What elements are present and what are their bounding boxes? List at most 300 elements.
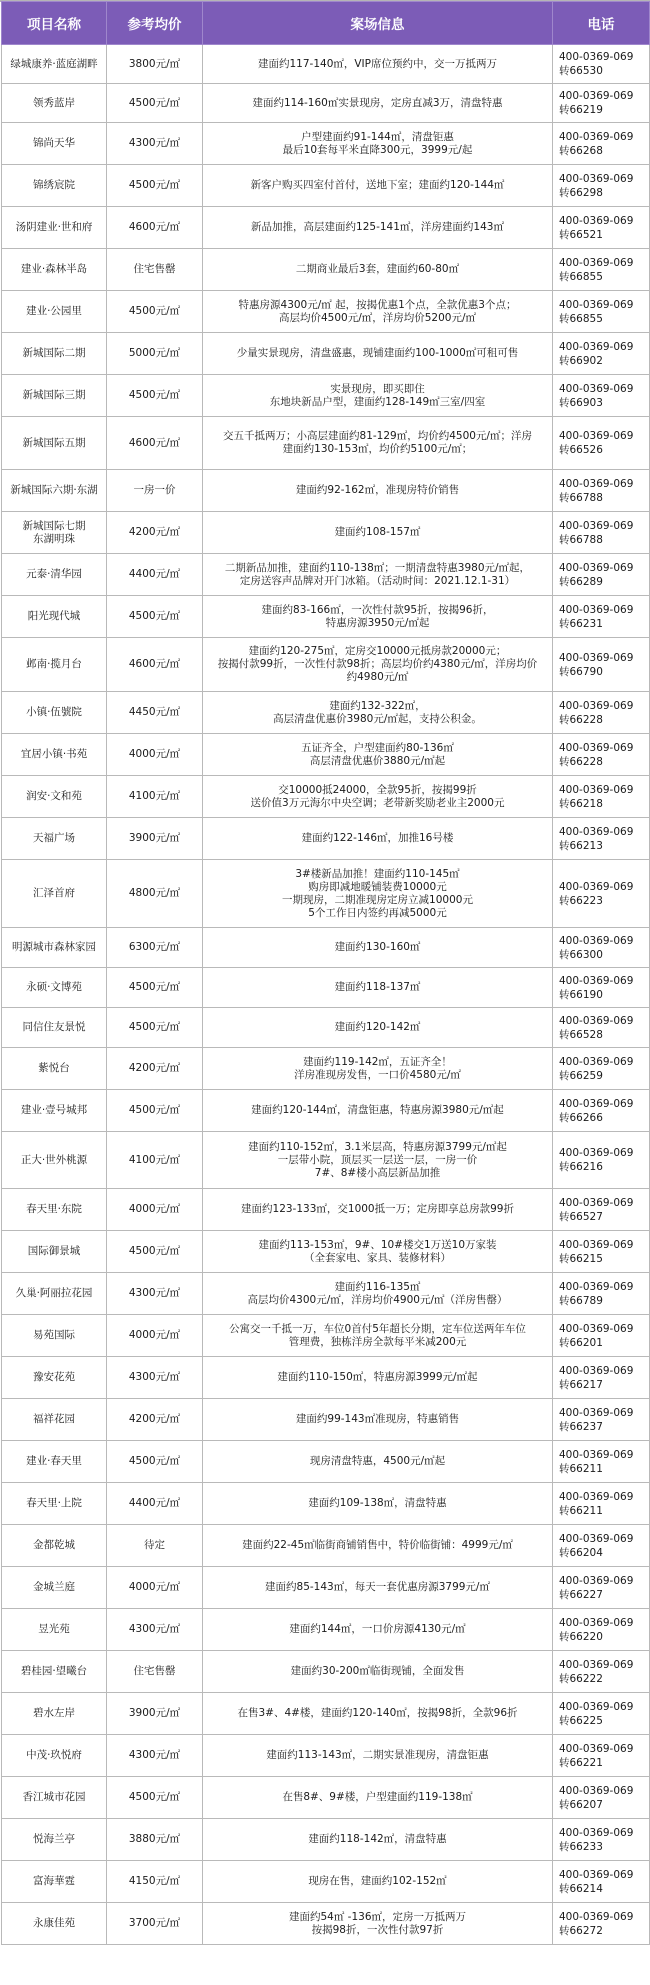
sales-info-line: 建面约113-143㎡，二期实景准现房，清盘钜惠 — [266, 1749, 489, 1761]
table-row — [2, 1861, 650, 1903]
table-row — [2, 692, 650, 734]
sales-info-line: 建面约118-137㎡ — [334, 981, 421, 993]
phone-number-line: 400-0369-069 — [559, 1868, 634, 1881]
phone-number — [553, 1483, 650, 1525]
reference-price: 4100元/㎡ — [107, 776, 203, 818]
table-row — [2, 968, 650, 1008]
phone-number — [553, 1399, 650, 1441]
phone-number — [553, 1651, 650, 1693]
sales-info — [203, 1609, 553, 1651]
phone-number-line: 400-0369-069 — [559, 741, 634, 754]
sales-info-line: 二期新品加推，建面约110-138㎡；一期清盘特惠3980元/㎡起， — [224, 561, 531, 574]
phone-number — [553, 638, 650, 692]
project-name — [2, 249, 107, 291]
sales-info — [203, 1735, 553, 1777]
project-name — [2, 1735, 107, 1777]
sales-info-line: 建面约120-275㎡，定房交10000元抵房款20000元； — [248, 645, 507, 657]
reference-price: 4500元/㎡ — [107, 596, 203, 638]
reference-price: 3880元/㎡ — [107, 1819, 203, 1861]
project-name-line: 元泰·清华园 — [26, 568, 82, 580]
header-sales-info: 案场信息 — [203, 2, 553, 45]
phone-number — [553, 1189, 650, 1231]
sales-info-line: 建面约22-45㎡临街商铺销售中，特价临街铺：4999元/㎡ — [242, 1539, 513, 1551]
phone-number-line: 400-0369-069 — [559, 1322, 634, 1335]
sales-info-line: 一层带小院，顶层买一层送一层，一房一价 — [277, 1153, 478, 1166]
project-name-line: 新城国际五期 — [22, 436, 86, 449]
project-name — [2, 638, 107, 692]
phone-number-line: 转66201 — [559, 1336, 603, 1349]
sales-info — [203, 1315, 553, 1357]
project-name — [2, 45, 107, 84]
phone-number-line: 转66788 — [559, 491, 603, 504]
reference-price: 4300元/㎡ — [107, 1273, 203, 1315]
sales-info — [203, 1567, 553, 1609]
phone-number-line: 400-0369-069 — [559, 1700, 634, 1713]
phone-number-line: 转66222 — [559, 1672, 603, 1685]
reference-price: 4000元/㎡ — [107, 734, 203, 776]
reference-price: 4000元/㎡ — [107, 1189, 203, 1231]
phone-number-line: 400-0369-069 — [559, 603, 634, 616]
reference-price: 4500元/㎡ — [107, 1441, 203, 1483]
sales-info — [203, 968, 553, 1008]
phone-number-line: 转66214 — [559, 1882, 603, 1895]
sales-info — [203, 1819, 553, 1861]
reference-price: 待定 — [107, 1525, 203, 1567]
project-name-line: 豫安花苑 — [33, 1371, 75, 1383]
phone-number — [553, 291, 650, 333]
sales-info — [203, 1861, 553, 1903]
sales-info-line: 新客户购买四室付首付，送地下室；建面约120-144㎡ — [250, 179, 505, 191]
project-name — [2, 1441, 107, 1483]
table-row — [2, 1693, 650, 1735]
table-row — [2, 1189, 650, 1231]
sales-info — [203, 734, 553, 776]
phone-number-line: 转66211 — [559, 1462, 603, 1475]
project-name — [2, 1357, 107, 1399]
sales-info-line: 建面约118-142㎡，清盘特惠 — [308, 1833, 447, 1845]
sales-info-line: 最后10套每平米直降300元，3999元/起 — [282, 143, 473, 156]
sales-info — [203, 1525, 553, 1567]
phone-number-line: 转66220 — [559, 1630, 603, 1643]
phone-number-line: 400-0369-069 — [559, 783, 634, 796]
reference-price: 4300元/㎡ — [107, 1357, 203, 1399]
sales-info — [203, 291, 553, 333]
phone-number-line: 400-0369-069 — [559, 519, 634, 532]
table-row — [2, 596, 650, 638]
project-name — [2, 692, 107, 734]
project-name — [2, 1231, 107, 1273]
table-row — [2, 417, 650, 470]
phone-number-line: 转66190 — [559, 988, 603, 1001]
project-name-line: 同信住友景悦 — [22, 1021, 86, 1033]
sales-info-line: 高层均价4500元/㎡，洋房均价5200元/㎡ — [278, 311, 477, 324]
sales-info-line: 3#楼新品加推！建面约110-145㎡ — [295, 867, 460, 880]
phone-number-line: 400-0369-069 — [559, 974, 634, 987]
phone-number-line: 转66855 — [559, 312, 603, 325]
reference-price: 4300元/㎡ — [107, 123, 203, 165]
sales-info-line: 建面约54㎡ -136㎡，定房一万抵两万 — [288, 1910, 467, 1923]
phone-number-line: 转66204 — [559, 1546, 603, 1559]
sales-info-line: 建面约30-200㎡临街现铺，全面发售 — [290, 1665, 465, 1677]
project-name — [2, 470, 107, 512]
sales-info-line: 建面约92-162㎡，准现房特价销售 — [295, 484, 460, 496]
table-row — [2, 1399, 650, 1441]
sales-info-line: 建面约109-138㎡，清盘特惠 — [308, 1497, 447, 1509]
table-row — [2, 1357, 650, 1399]
sales-info — [203, 1651, 553, 1693]
phone-number-line: 转66788 — [559, 533, 603, 546]
reference-price: 4500元/㎡ — [107, 1008, 203, 1048]
sales-info-line: 7#、8#楼小高层新品加推 — [314, 1166, 441, 1179]
project-name — [2, 1903, 107, 1945]
project-name — [2, 333, 107, 375]
project-name — [2, 776, 107, 818]
project-name-line: 中茂·玖悦府 — [26, 1749, 82, 1761]
project-name — [2, 1819, 107, 1861]
sales-info-line: 实景现房，即买即住 — [330, 382, 425, 395]
phone-number-line: 转66528 — [559, 1028, 603, 1041]
table-row — [2, 1008, 650, 1048]
project-name-line: 天福广场 — [33, 832, 75, 844]
phone-number-line: 转66268 — [559, 144, 603, 157]
sales-info — [203, 417, 553, 470]
sales-info-line: 特惠房源4300元/㎡ 起，按揭优惠1个点，全款优惠3个点； — [238, 298, 517, 311]
phone-number — [553, 1609, 650, 1651]
table-row — [2, 638, 650, 692]
phone-number — [553, 512, 650, 554]
sales-info — [203, 928, 553, 968]
sales-info — [203, 249, 553, 291]
sales-info — [203, 470, 553, 512]
phone-number-line: 400-0369-069 — [559, 1574, 634, 1587]
project-name — [2, 84, 107, 123]
reference-price: 4500元/㎡ — [107, 165, 203, 207]
phone-number — [553, 417, 650, 470]
project-name — [2, 1651, 107, 1693]
phone-number-line: 400-0369-069 — [559, 1490, 634, 1503]
phone-number-line: 400-0369-069 — [559, 651, 634, 664]
reference-price: 4450元/㎡ — [107, 692, 203, 734]
table-row — [2, 860, 650, 928]
phone-number — [553, 554, 650, 596]
project-name — [2, 734, 107, 776]
project-name-line: 昱光苑 — [38, 1623, 70, 1635]
sales-info — [203, 1090, 553, 1132]
project-name-line: 邺南·揽月台 — [26, 658, 82, 670]
table-row — [2, 291, 650, 333]
phone-number — [553, 470, 650, 512]
phone-number-line: 400-0369-069 — [559, 51, 634, 63]
phone-number-line: 400-0369-069 — [559, 1196, 634, 1209]
sales-info-line: 高层清盘优惠价3980元/㎡起，支持公积金。 — [273, 712, 482, 725]
sales-info — [203, 1357, 553, 1399]
project-name — [2, 928, 107, 968]
reference-price: 住宅售罄 — [107, 1651, 203, 1693]
phone-number — [553, 734, 650, 776]
phone-number-line: 转66231 — [559, 617, 603, 630]
project-name-line: 宜居小镇·书苑 — [20, 748, 88, 760]
sales-info — [203, 1189, 553, 1231]
phone-number-line: 400-0369-069 — [559, 130, 634, 143]
phone-number — [553, 165, 650, 207]
sales-info-line: 建面约119-142㎡，五证齐全！ — [303, 1055, 452, 1068]
project-name-line: 新城国际三期 — [22, 389, 86, 401]
sales-info — [203, 333, 553, 375]
sales-info-line: 少量实景现房，清盘盛惠，现铺建面约100-1000㎡可租可售 — [236, 347, 519, 359]
sales-info — [203, 165, 553, 207]
table-row — [2, 207, 650, 249]
project-name — [2, 554, 107, 596]
phone-number-line: 转66219 — [559, 104, 603, 116]
reference-price: 4200元/㎡ — [107, 1048, 203, 1090]
phone-number-line: 转66228 — [559, 755, 603, 768]
project-name — [2, 512, 107, 554]
project-name-line: 永硕·文博苑 — [26, 981, 82, 993]
sales-info-line: 东地块新品户型，建面约128-149㎡三室/四室 — [269, 395, 486, 408]
table-row — [2, 333, 650, 375]
phone-number — [553, 1315, 650, 1357]
phone-number — [553, 1861, 650, 1903]
phone-number — [553, 1357, 650, 1399]
phone-number-line: 转66903 — [559, 396, 603, 409]
phone-number — [553, 1819, 650, 1861]
phone-number — [553, 1132, 650, 1189]
sales-info-line: 特惠房源3950元/㎡起 — [325, 616, 430, 629]
project-name-line: 建业·壹号城邦 — [20, 1104, 88, 1116]
phone-number — [553, 692, 650, 734]
reference-price: 4500元/㎡ — [107, 1777, 203, 1819]
project-name — [2, 1525, 107, 1567]
phone-number-line: 转66300 — [559, 948, 603, 961]
phone-number — [553, 1693, 650, 1735]
sales-info — [203, 860, 553, 928]
phone-number-line: 转66259 — [559, 1069, 603, 1082]
phone-number — [553, 928, 650, 968]
phone-number-line: 转66790 — [559, 665, 603, 678]
sales-info-line: 新品加推，高层建面约125-141㎡，洋房建面约143㎡ — [251, 221, 504, 233]
project-name-line: 富海華霆 — [33, 1875, 75, 1887]
sales-info-line: 高层均价4300元/㎡，洋房均价4900元/㎡（洋房售罄） — [247, 1293, 508, 1306]
sales-info-line: 5个工作日内签约再减5000元 — [308, 906, 447, 919]
sales-info — [203, 123, 553, 165]
reference-price: 3900元/㎡ — [107, 818, 203, 860]
sales-info-line: 建面约130-160㎡ — [334, 941, 421, 953]
table-row — [2, 512, 650, 554]
sales-info — [203, 84, 553, 123]
phone-number-line: 转66298 — [559, 186, 603, 199]
sales-info-line: 建面约114-160㎡实景现房，定房直减3万，清盘特惠 — [252, 96, 503, 109]
sales-info-line: 交五千抵两万；小高层建面约81-129㎡，均价约4500元/㎡；洋房 — [223, 430, 532, 442]
sales-info-line: 建面约122-146㎡，加推16号楼 — [301, 832, 454, 844]
sales-info — [203, 1048, 553, 1090]
reference-price: 4800元/㎡ — [107, 860, 203, 928]
table-row — [2, 45, 650, 84]
sales-info-line: 建面约113-153㎡，9#、10#楼交1万送10万家装 — [258, 1238, 497, 1251]
header-project-name: 项目名称 — [2, 2, 107, 45]
reference-price: 4400元/㎡ — [107, 1483, 203, 1525]
project-name-line: 福祥花园 — [33, 1413, 75, 1425]
project-name-line: 永康佳苑 — [33, 1917, 75, 1929]
phone-number-line: 转66237 — [559, 1420, 603, 1433]
phone-number — [553, 776, 650, 818]
reference-price: 4000元/㎡ — [107, 1315, 203, 1357]
sales-info-line: 建面约110-150㎡，特惠房源3999元/㎡起 — [277, 1371, 478, 1383]
sales-info — [203, 1441, 553, 1483]
table-row — [2, 249, 650, 291]
phone-number-line: 转66289 — [559, 575, 603, 588]
phone-number-line: 转66530 — [559, 65, 603, 77]
phone-number — [553, 333, 650, 375]
phone-number — [553, 123, 650, 165]
phone-number-line: 400-0369-069 — [559, 1097, 634, 1110]
phone-number-line: 转66216 — [559, 1161, 603, 1173]
phone-number-line: 转66521 — [559, 228, 603, 241]
table-row — [2, 1651, 650, 1693]
phone-number-line: 400-0369-069 — [559, 1406, 634, 1419]
sales-info-line: 户型建面约91-144㎡，清盘钜惠 — [301, 130, 454, 143]
table-row — [2, 1525, 650, 1567]
table-row — [2, 1048, 650, 1090]
phone-number-line: 转66527 — [559, 1210, 603, 1223]
sales-info — [203, 1483, 553, 1525]
sales-info — [203, 818, 553, 860]
phone-number-line: 400-0369-069 — [559, 1826, 634, 1839]
phone-number-line: 400-0369-069 — [559, 214, 634, 227]
project-name — [2, 1567, 107, 1609]
table-row — [2, 123, 650, 165]
phone-number — [553, 249, 650, 291]
sales-info-line: 建面约132-322㎡， — [329, 699, 426, 712]
sales-info — [203, 1008, 553, 1048]
project-name-line: 新城国际二期 — [22, 347, 86, 359]
project-name-line: 锦尚天华 — [33, 137, 75, 149]
sales-info — [203, 1777, 553, 1819]
phone-number-line: 400-0369-069 — [559, 172, 634, 185]
table-row — [2, 1567, 650, 1609]
project-name — [2, 968, 107, 1008]
phone-number-line: 转66218 — [559, 797, 603, 810]
phone-number — [553, 1525, 650, 1567]
phone-number-line: 转66213 — [559, 839, 603, 852]
reference-price: 4500元/㎡ — [107, 84, 203, 123]
table-row — [2, 1903, 650, 1945]
project-name — [2, 596, 107, 638]
table-row — [2, 554, 650, 596]
table-row — [2, 1231, 650, 1273]
sales-info-line: 按揭付款99折，一次性付款98折；高层均价约4380元/㎡，洋房均价 — [217, 658, 538, 670]
sales-info-line: 高层清盘优惠价3880元/㎡起 — [309, 754, 446, 767]
phone-number-line: 400-0369-069 — [559, 1742, 634, 1755]
phone-number — [553, 860, 650, 928]
phone-number — [553, 968, 650, 1008]
sales-info-line: 建面约83-166㎡，一次性付款95折，按揭96折， — [261, 603, 494, 616]
sales-info-line: 建面约117-140㎡，VIP席位预约中，交一万抵两万 — [258, 57, 497, 70]
sales-info-line: 在售8#、9#楼，户型建面约119-138㎡ — [282, 1791, 473, 1803]
project-name — [2, 1861, 107, 1903]
phone-number — [553, 84, 650, 123]
phone-number — [553, 596, 650, 638]
project-name-line: 新城国际七期 — [22, 519, 86, 532]
project-name-line: 东湖明珠 — [33, 532, 75, 545]
table-row — [2, 818, 650, 860]
sales-info — [203, 45, 553, 84]
table-row — [2, 1483, 650, 1525]
table-row — [2, 1777, 650, 1819]
sales-info-line: 建面约130-153㎡，均价约5100元/㎡； — [282, 443, 473, 455]
sales-info — [203, 1903, 553, 1945]
project-name — [2, 1273, 107, 1315]
reference-price: 4150元/㎡ — [107, 1861, 203, 1903]
project-name-line: 易苑国际 — [33, 1329, 75, 1341]
reference-price: 6300元/㎡ — [107, 928, 203, 968]
sales-info — [203, 776, 553, 818]
table-row — [2, 1819, 650, 1861]
reference-price: 4200元/㎡ — [107, 512, 203, 554]
table-row — [2, 1132, 650, 1189]
phone-number-line: 400-0369-069 — [559, 477, 634, 490]
phone-number-line: 400-0369-069 — [559, 1616, 634, 1629]
reference-price: 3800元/㎡ — [107, 45, 203, 84]
table-row — [2, 1090, 650, 1132]
header-reference-price: 参考均价 — [107, 2, 203, 45]
table-row — [2, 928, 650, 968]
phone-number-line: 400-0369-069 — [559, 699, 634, 712]
project-name-line: 香江城市花园 — [22, 1791, 86, 1803]
sales-info — [203, 692, 553, 734]
project-name-line: 润安·文和苑 — [26, 790, 82, 802]
project-name-line: 金都乾城 — [33, 1539, 75, 1551]
sales-info — [203, 596, 553, 638]
sales-info-line: 建面约99-143㎡准现房，特惠销售 — [295, 1413, 460, 1425]
phone-number-line: 400-0369-069 — [559, 90, 634, 102]
phone-number-line: 转66902 — [559, 354, 603, 367]
project-name-line: 阳光现代城 — [27, 610, 81, 622]
project-name-line: 悦海兰亭 — [33, 1833, 75, 1845]
project-name — [2, 1008, 107, 1048]
sales-info-line: 建面约120-144㎡，清盘钜惠，特惠房源3980元/㎡起 — [251, 1104, 504, 1116]
project-name — [2, 291, 107, 333]
phone-number-line: 400-0369-069 — [559, 1014, 634, 1027]
phone-number — [553, 1735, 650, 1777]
phone-number — [553, 207, 650, 249]
table-row — [2, 165, 650, 207]
header-phone: 电话 — [553, 2, 650, 45]
phone-number-line: 400-0369-069 — [559, 298, 634, 311]
project-name-line: 建业·公园里 — [26, 305, 82, 317]
phone-number-line: 400-0369-069 — [559, 880, 634, 893]
reference-price: 4400元/㎡ — [107, 554, 203, 596]
project-name — [2, 417, 107, 470]
phone-number-line: 转66223 — [559, 894, 603, 907]
project-name — [2, 860, 107, 928]
phone-number-line: 转66227 — [559, 1588, 603, 1601]
phone-number — [553, 818, 650, 860]
phone-number — [553, 1903, 650, 1945]
phone-number-line: 400-0369-069 — [559, 382, 634, 395]
reference-price: 4500元/㎡ — [107, 375, 203, 417]
project-name-line: 金城兰庭 — [33, 1581, 75, 1593]
sales-info-line: 一期现房，二期准现房定房立减10000元 — [282, 893, 473, 906]
phone-number-line: 400-0369-069 — [559, 430, 634, 442]
project-name — [2, 1048, 107, 1090]
project-name-line: 汤阴建业·世和府 — [15, 221, 93, 233]
table-row — [2, 1315, 650, 1357]
phone-number-line: 转66221 — [559, 1756, 603, 1769]
project-name-line: 碧桂园·望曦台 — [20, 1665, 88, 1677]
project-name — [2, 375, 107, 417]
project-name — [2, 1609, 107, 1651]
reference-price: 4500元/㎡ — [107, 1090, 203, 1132]
